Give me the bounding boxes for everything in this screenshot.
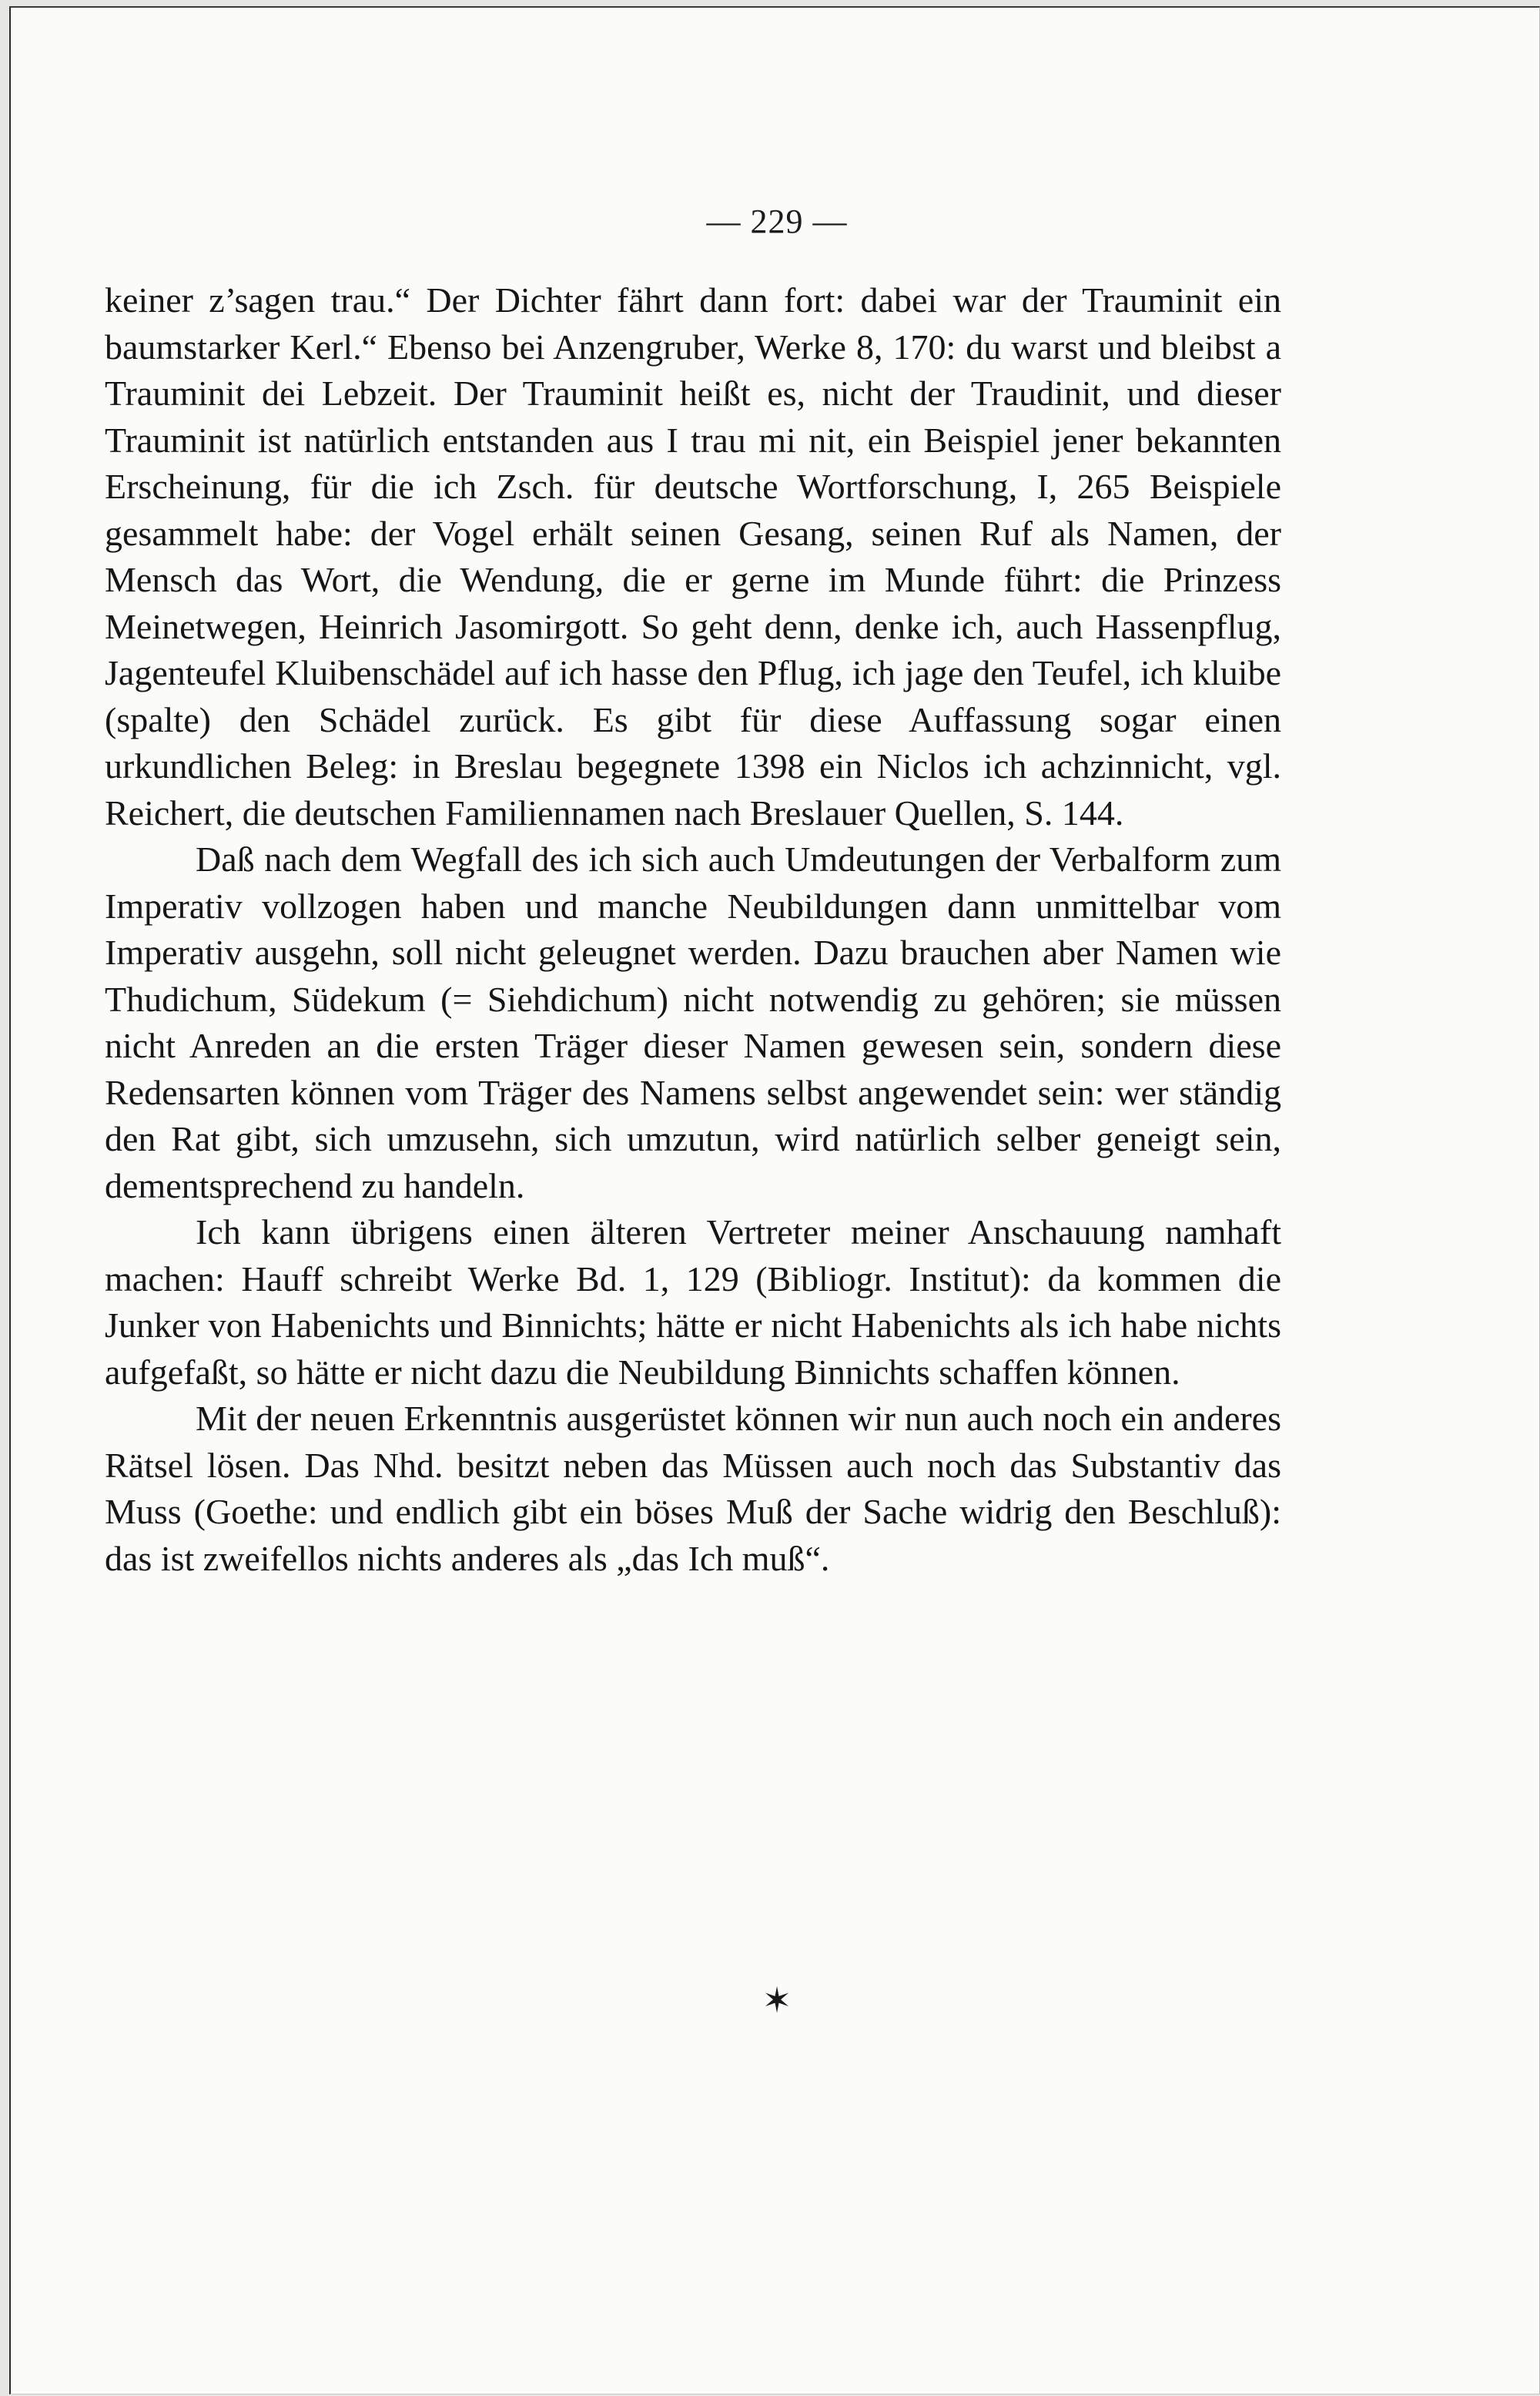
paragraph-4: Mit der neuen Erkenntnis ausgerüstet können wir nun auch noch ein anderes Rätsel lösen. Das Nhd. besitzt neben das Müssen auch noch das Substantiv das Muss (Goethe: und endlich gibt ein böses Muß der Sache widrig den Beschluß): das ist zweifellos nichts anderes als „das Ich muß“. (105, 1399, 1281, 1578)
paragraph-2: Daß nach dem Wegfall des ich sich auch Umdeutungen der Verbalform zum Imperativ vollzogen haben und manche Neubildungen dann unmittelbar vom Imperativ ausgehn, soll nicht geleugnet werden. Dazu brauchen aber Namen wie Thudichum, Südekum (= Siehdichum) nicht notwendig zu gehören; sie müssen nicht Anreden an die ersten Träger dieser Namen gewesen sein, sondern diese Redensarten können vom Träger des Namens selbst angewendet sein: wer ständig den Rat gibt, sich umzusehn, sich umzutun, wird natürlich selber geneigt sein, dementsprechend zu handeln. (105, 839, 1281, 1205)
book-page (9, 6, 1540, 2394)
paragraph-1: keiner z’sagen trau.“ Der Dichter fährt dann fort: dabei war der Trauminit ein baumstarker Kerl.“ Ebenso bei Anzengruber, Werke 8, 170: du warst und bleibst a Trauminit dei Lebzeit. Der Trauminit heißt es, nicht der Traudinit, und dieser Trauminit ist natürlich entstanden aus I trau mi nit, ein Beispiel jener bekannten Erscheinung, für die ich Zsch. für deutsche Wortforschung, I, 265 Beispiele gesammelt habe: der Vogel erhält seinen Gesang, seinen Ruf als Namen, der Mensch das Wort, die Wendung, die er gerne im Munde führt: die Prinzess Meinetwegen, Heinrich Jasomirgott. So geht denn, denke ich, auch Hassenpflug, Jagenteufel Kluibenschädel auf ich hasse den Pflug, ich jage den Teufel, ich kluibe (spalte) den Schädel zurück. Es gibt für diese Auffassung sogar einen urkundlichen Beleg: in Breslau begegnete 1398 ein Niclos ich achzinnicht, vgl. Reichert, die deutschen Familiennamen nach Breslauer Quellen, S. 144. (105, 280, 1281, 833)
page-number: — 229 — (706, 203, 848, 240)
paragraph-3: Ich kann übrigens einen älteren Vertreter meiner Anschauung namhaft machen: Hauff schreibt Werke Bd. 1, 129 (Bibliogr. Institut): da kommen die Junker von Habenichts und Binnichts; hätte er nicht Habenichts als ich habe nichts aufgefaßt, so hätte er nicht dazu die Neubildung Binnichts schaffen können. (105, 1212, 1281, 1392)
section-end-star-icon: ✶ (762, 1979, 792, 2021)
body-text (105, 277, 1281, 1582)
